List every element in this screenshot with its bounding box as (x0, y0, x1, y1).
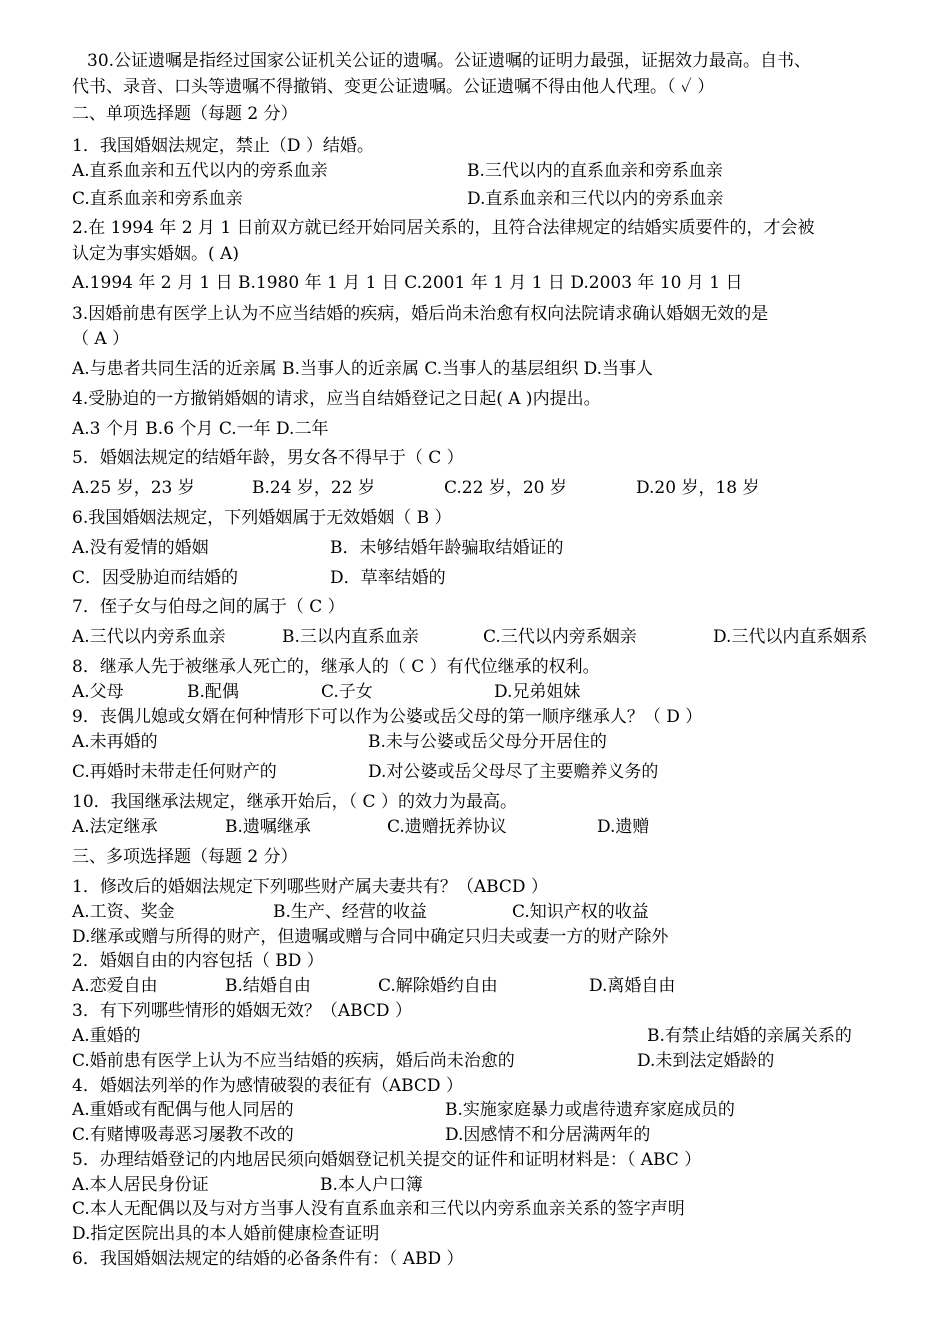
question-8: 8．继承人先于被继承人死亡的，继承人的（ C ）有代位继承的权利。 (72, 657, 600, 677)
q7-option-b: B.三以内直系血亲 (282, 627, 419, 647)
multi-question-3: 3．有下列哪些情形的婚姻无效？（ABCD ） (72, 1001, 412, 1021)
question-2-line-2: 认定为事实婚姻。( A) (72, 244, 239, 264)
section-heading-multi-choice: 三、多项选择题（每题 2 分） (72, 847, 298, 867)
q5-option-b: B.24 岁，22 岁 (252, 478, 375, 498)
q7-option-d: D.三代以内直系姻系 (713, 627, 868, 647)
q8-option-b: B.配偶 (187, 682, 239, 702)
q6-option-d: D．草率结婚的 (330, 568, 446, 588)
q10-option-a: A.法定继承 (72, 817, 158, 837)
question-2-line-1: 2.在 1994 年 2 月 1 日前双方就已经开始同居关系的，且符合法律规定的结婚实质要件的，才会被 (72, 218, 815, 238)
m2-option-d: D.离婚自由 (589, 976, 676, 996)
m3-option-b: B.有禁止结婚的亲属关系的 (647, 1026, 852, 1046)
q1-option-b: B.三代以内的直系血亲和旁系血亲 (467, 161, 723, 181)
m4-option-a: A.重婚或有配偶与他人同居的 (72, 1100, 294, 1120)
question-5: 5．婚姻法规定的结婚年龄，男女各不得早于（ C ） (72, 448, 464, 468)
q9-option-c: C.再婚时未带走任何财产的 (72, 762, 277, 782)
question-7: 7．侄子女与伯母之间的属于（ C ） (72, 597, 345, 617)
multi-question-5: 5．办理结婚登记的内地居民须向婚姻登记机关提交的证件和证明材料是：（ ABC ） (72, 1150, 702, 1170)
m3-option-d: D.未到法定婚龄的 (637, 1051, 775, 1071)
multi-question-6: 6．我国婚姻法规定的结婚的必备条件有：（ ABD ） (72, 1249, 464, 1269)
question-3-line-2: （ A ） (72, 329, 130, 349)
question-4: 4.受胁迫的一方撤销婚姻的请求，应当自结婚登记之日起( A )内提出。 (72, 389, 601, 409)
m2-option-a: A.恋爱自由 (72, 976, 158, 996)
question-6: 6.我国婚姻法规定，下列婚姻属于无效婚姻（ B ） (72, 508, 452, 528)
m1-option-c: C.知识产权的收益 (512, 902, 649, 922)
m1-option-b: B.生产、经营的收益 (273, 902, 427, 922)
q8-option-d: D.兄弟姐妹 (494, 682, 581, 702)
m2-option-b: B.结婚自由 (225, 976, 311, 996)
question-9: 9．丧偶儿媳或女婿在何种情形下可以作为公婆或岳父母的第一顺序继承人？（ D ） (72, 707, 703, 727)
q5-option-d: D.20 岁，18 岁 (636, 478, 760, 498)
m1-option-a: A.工资、奖金 (72, 902, 175, 922)
section-heading-single-choice: 二、单项选择题（每题 2 分） (72, 104, 298, 124)
m5-option-d: D.指定医院出具的本人婚前健康检查证明 (72, 1224, 380, 1244)
q3-options: A.与患者共同生活的近亲属 B.当事人的近亲属 C.当事人的基层组织 D.当事人 (72, 359, 654, 379)
q8-option-a: A.父母 (72, 682, 124, 702)
q7-option-a: A.三代以内旁系血亲 (72, 627, 226, 647)
q30-line-2: 代书、录音、口头等遗嘱不得撤销、变更公证遗嘱。公证遗嘱不得由他人代理。（ ✓ ） (72, 77, 715, 97)
question-1: 1．我国婚姻法规定，禁止（D ）结婚。 (72, 136, 374, 156)
q5-option-c: C.22 岁，20 岁 (444, 478, 567, 498)
q30-line-1: 30.公证遗嘱是指经过国家公证机关公证的遗嘱。公证遗嘱的证明力最强，证据效力最高。自书、 (87, 51, 812, 71)
q1-option-a: A.直系血亲和五代以内的旁系血亲 (72, 161, 328, 181)
q9-option-a: A.未再婚的 (72, 732, 158, 752)
q5-option-a: A.25 岁，23 岁 (72, 478, 195, 498)
m1-option-d: D.继承或赠与所得的财产，但遗嘱或赠与合同中确定只归夫或妻一方的财产除外 (72, 927, 669, 947)
q10-option-b: B.遗嘱继承 (225, 817, 311, 837)
multi-question-2: 2．婚姻自由的内容包括（ BD ） (72, 951, 324, 971)
m5-option-b: B.本人户口簿 (320, 1175, 423, 1195)
q9-option-d: D.对公婆或岳父母尽了主要赡养义务的 (368, 762, 659, 782)
multi-question-1: 1．修改后的婚姻法规定下列哪些财产属夫妻共有？（ABCD ） (72, 877, 548, 897)
m4-option-b: B.实施家庭暴力或虐待遗弃家庭成员的 (445, 1100, 735, 1120)
q9-option-b: B.未与公婆或岳父母分开居住的 (368, 732, 607, 752)
q7-option-c: C.三代以内旁系姻亲 (483, 627, 637, 647)
m5-option-c: C.本人无配偶以及与对方当事人没有直系血亲和三代以内旁系血亲关系的签字声明 (72, 1199, 685, 1219)
q8-option-c: C.子女 (321, 682, 373, 702)
q4-options: A.3 个月 B.6 个月 C.一年 D.二年 (72, 419, 329, 439)
q10-option-d: D.遗赠 (597, 817, 650, 837)
q6-option-b: B．未够结婚年龄骗取结婚证的 (330, 538, 564, 558)
multi-question-4: 4．婚姻法列举的作为感情破裂的表征有（ABCD ） (72, 1076, 463, 1096)
m2-option-c: C.解除婚约自由 (378, 976, 498, 996)
m3-option-a: A.重婚的 (72, 1026, 141, 1046)
m5-option-a: A.本人居民身份证 (72, 1175, 209, 1195)
q10-option-c: C.遗赠抚养协议 (387, 817, 507, 837)
question-3-line-1: 3.因婚前患有医学上认为不应当结婚的疾病，婚后尚未治愈有权向法院请求确认婚姻无效的是 (72, 304, 769, 324)
q1-option-d: D.直系血亲和三代以内的旁系血亲 (467, 189, 724, 209)
m3-option-c: C.婚前患有医学上认为不应当结婚的疾病，婚后尚未治愈的 (72, 1051, 515, 1071)
q6-option-a: A.没有爱情的婚姻 (72, 538, 209, 558)
q2-options: A.1994 年 2 月 1 日 B.1980 年 1 月 1 日 C.2001 年 1 月 1 日 D.2003 年 10 月 1 日 (72, 273, 743, 293)
q1-option-c: C.直系血亲和旁系血亲 (72, 189, 243, 209)
m4-option-c: C.有赌博吸毒恶习屡教不改的 (72, 1125, 294, 1145)
q6-option-c: C．因受胁迫而结婚的 (72, 568, 239, 588)
question-10: 10．我国继承法规定，继承开始后，（ C ）的效力为最高。 (72, 792, 517, 812)
m4-option-d: D.因感情不和分居满两年的 (445, 1125, 651, 1145)
